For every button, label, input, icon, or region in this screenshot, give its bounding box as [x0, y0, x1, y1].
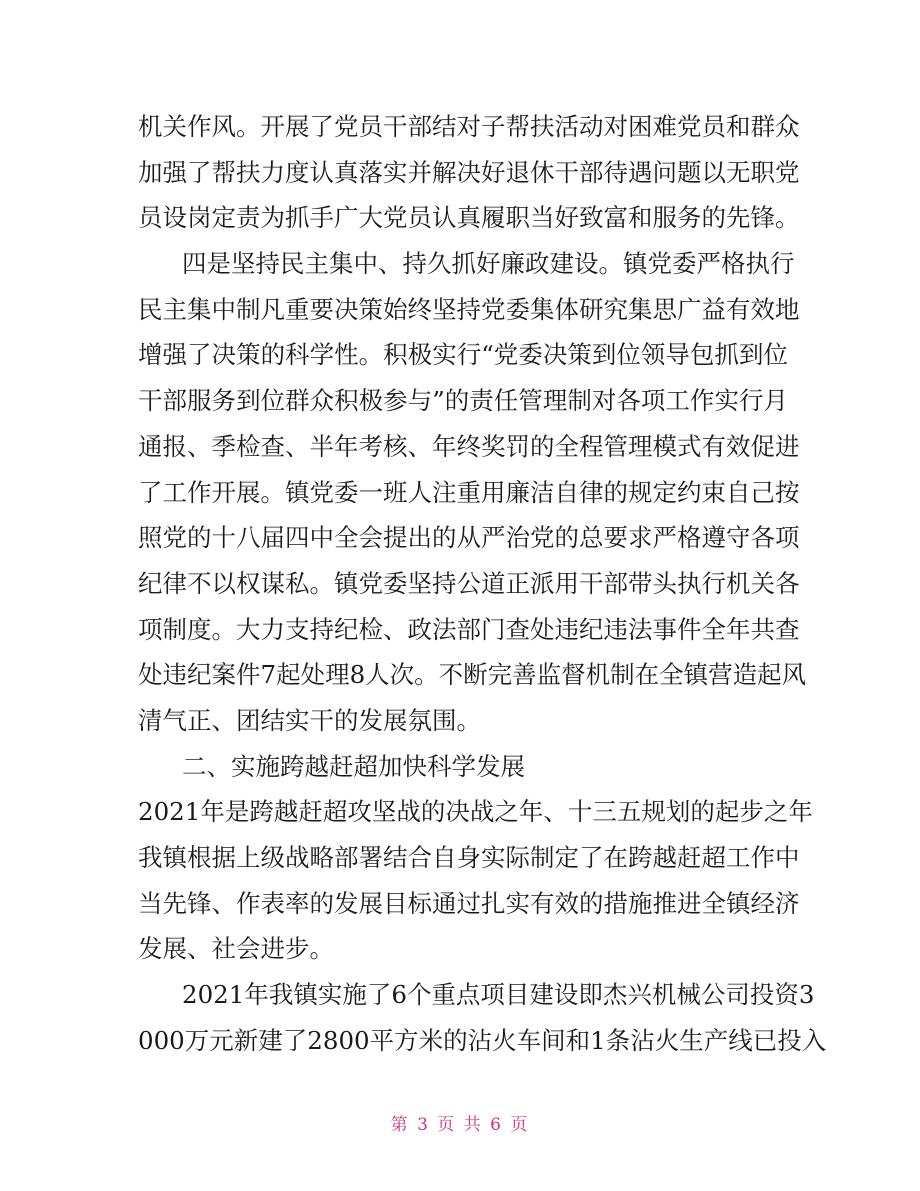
- section-heading: 二、实施跨越赶超加快科学发展: [182, 751, 525, 781]
- text-line: 000万元新建了2800平方米的沾火车间和1条沾火生产线已投入: [138, 1025, 827, 1055]
- page-number-footer: 第 3 页 共 6 页: [390, 1115, 530, 1135]
- text-line: 员设岗定责为抓手广大党员认真履职当好致富和服务的先锋。: [138, 203, 800, 233]
- text-line: 加强了帮扶力度认真落实并解决好退休干部待遇问题以无职党: [138, 157, 800, 187]
- text-line: 发展、社会进步。: [138, 934, 334, 964]
- text-line: 清气正、团结实干的发展氛围。: [138, 705, 481, 735]
- text-line: 了工作开展。镇党委一班人注重用廉洁自律的规定约束自己按: [138, 477, 800, 507]
- text-line: 2021年是跨越赶超攻坚战的决战之年、十三五规划的起步之年: [138, 797, 813, 827]
- text-line: 通报、季检查、半年考核、年终奖罚的全程管理模式有效促进: [138, 431, 800, 461]
- text-line: 当先锋、作表率的发展目标通过扎实有效的措施推进全镇经济: [138, 888, 800, 918]
- text-line: 民主集中制凡重要决策始终坚持党委集体研究集思广益有效地: [138, 294, 800, 324]
- text-line: 照党的十八届四中全会提出的从严治党的总要求严格遵守各项: [138, 523, 800, 553]
- text-line: 机关作风。开展了党员干部结对子帮扶活动对困难党员和群众: [138, 112, 800, 141]
- text-line: 增强了决策的科学性。积极实行“党委决策到位领导包抓到位: [138, 340, 788, 370]
- text-line: 项制度。大力支持纪检、政法部门查处违纪违法事件全年共查: [138, 614, 800, 644]
- text-line: 干部服务到位群众积极参与”的责任管理制对各项工作实行月: [138, 386, 788, 416]
- body-text: [138, 104, 827, 1063]
- text-line: 我镇根据上级战略部署结合自身实际制定了在跨越赶超工作中: [138, 843, 800, 872]
- text-line: 2021年我镇实施了6个重点项目建设即杰兴机械公司投资3: [182, 980, 815, 1010]
- text-line: 四是坚持民主集中、持久抓好廉政建设。镇党委严格执行: [182, 249, 795, 279]
- text-line: 纪律不以权谋私。镇党委坚持公道正派用干部带头执行机关各: [138, 568, 800, 598]
- text-line: 处违纪案件7起处理8人次。不断完善监督机制在全镇营造起风: [138, 660, 807, 690]
